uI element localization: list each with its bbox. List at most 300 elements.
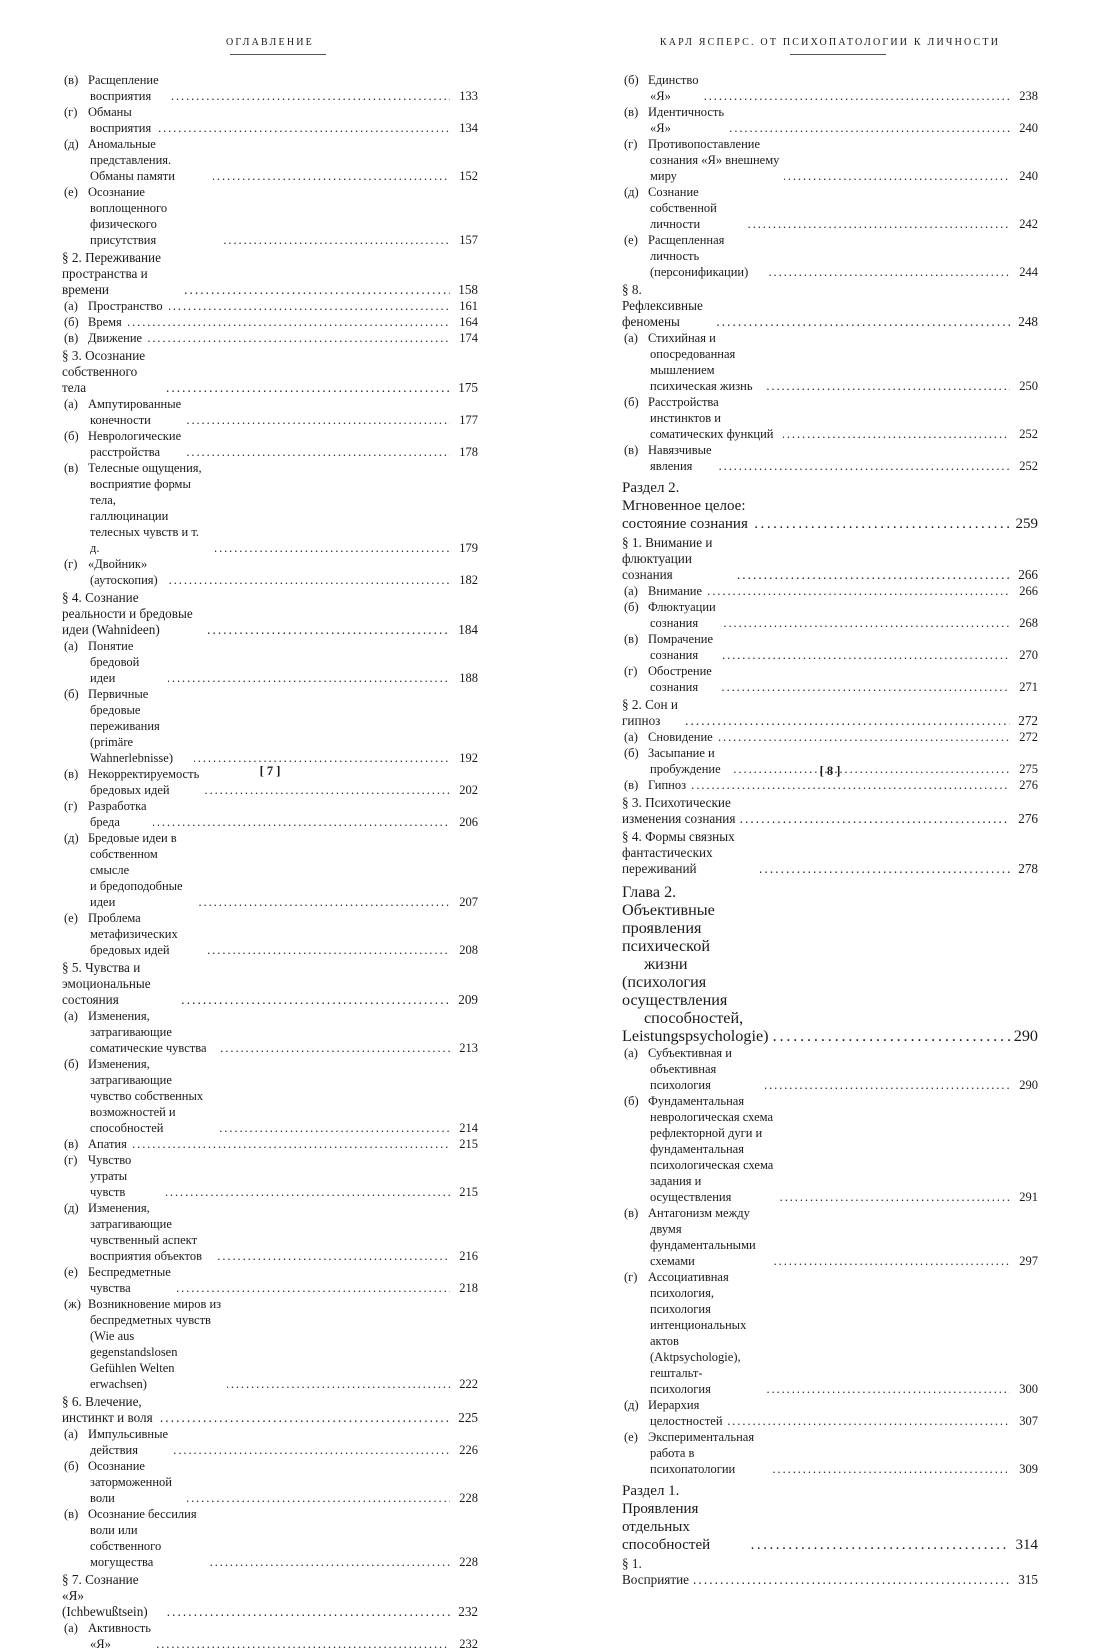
toc-subentry: [62, 136, 478, 184]
toc-subentry: [622, 104, 1038, 136]
toc-section-entry: [622, 282, 1038, 330]
entry-page-number: 164: [459, 315, 478, 329]
entry-title: Изменения, затрагивающие чувственный аспект: [88, 1201, 198, 1247]
entry-title: Бредовые идеи в собственном смысле: [88, 831, 177, 877]
entry-title: § 2. Переживание пространства и времени: [62, 250, 161, 297]
dot-leader: [748, 216, 1010, 232]
entry-text: [64, 1136, 129, 1152]
dot-leader: [751, 1536, 1010, 1554]
entry-page-number: 315: [1018, 1572, 1038, 1587]
entry-title: Гипноз: [648, 778, 687, 792]
toc-section-entry: [62, 1394, 478, 1426]
entry-page-number: 175: [458, 380, 478, 395]
entry-text: [624, 1045, 761, 1093]
dot-leader: [780, 1189, 1010, 1205]
entry-text: [624, 442, 715, 474]
entry-page-number: 244: [1019, 265, 1038, 279]
entry-title: Внимание: [648, 584, 703, 598]
entry-label: (б): [64, 687, 79, 701]
entry-title: Неврологические расстройства: [88, 429, 182, 459]
entry-label: (в): [64, 331, 79, 345]
entry-page-number: 272: [1019, 730, 1038, 744]
entry-title: § 5. Чувства и эмоциональные состояния: [62, 960, 151, 1007]
toc-subentry: [62, 298, 478, 314]
dot-leader: [774, 1253, 1010, 1269]
entry-title: Апатия: [88, 1137, 127, 1151]
toc-subentry: [622, 232, 1038, 280]
entry-title: Антагонизм между двумя фундаментальными: [648, 1206, 756, 1252]
toc-chapter-entry: [622, 883, 1038, 1045]
dot-leader: [716, 314, 1010, 330]
entry-page-number: 240: [1019, 169, 1038, 183]
entry-text: [624, 1269, 763, 1397]
entry-title-continued: восприятия объектов: [90, 1249, 202, 1263]
entry-page-number: 297: [1019, 1254, 1038, 1268]
entry-text: [624, 729, 715, 745]
entry-label: (е): [624, 1430, 638, 1444]
entry-label: (д): [64, 137, 79, 151]
entry-title: Глава 2. Объективные проявления психической: [622, 883, 715, 955]
entry-text: [64, 184, 220, 248]
entry-text: [64, 556, 165, 588]
toc-subentry: [62, 798, 478, 830]
entry-label: (в): [624, 778, 639, 792]
entry-page-number: 291: [1019, 1190, 1038, 1204]
entry-page-number: 266: [1019, 584, 1038, 598]
entry-text: [622, 1482, 747, 1554]
entry-label: (г): [624, 664, 638, 678]
dot-leader: [207, 622, 450, 638]
toc-section-entry: [622, 697, 1038, 729]
entry-page-number: 290: [1019, 1078, 1038, 1092]
entry-title: § 1. Восприятие: [622, 1556, 690, 1587]
entry-page-number: 307: [1019, 1414, 1038, 1428]
entry-title: Экспериментальная работа в психопатологии: [648, 1430, 755, 1476]
entry-text: [624, 136, 780, 184]
dot-leader: [160, 1410, 450, 1426]
entry-page-number: 270: [1019, 648, 1038, 662]
entry-title-continued: (Wie aus gegenstandslosen Gefühlen Welten erwachsen): [90, 1329, 178, 1391]
table-of-contents: [62, 72, 478, 1650]
entry-page-number: 215: [459, 1185, 478, 1199]
dot-leader: [769, 264, 1010, 280]
entry-title-continued: психическая жизнь: [650, 379, 753, 393]
dot-leader: [181, 992, 450, 1008]
dot-leader: [187, 1490, 450, 1506]
toc-section-entry: [62, 1572, 478, 1620]
entry-text: [624, 394, 779, 442]
entry-text: [64, 1506, 206, 1570]
entry-title: Расщепленная личность (персонификации): [648, 233, 749, 279]
entry-title-continued: интенциональных актов (Aktpsychologie),: [650, 1318, 747, 1364]
entry-title: Некорректируемость бредовых идей: [88, 767, 200, 797]
toc-subentry: [62, 1458, 478, 1506]
entry-title: Осознание бессилия воли или собственного: [88, 1507, 197, 1553]
dot-leader: [208, 942, 450, 958]
entry-page-number: 268: [1019, 616, 1038, 630]
entry-text: [624, 72, 700, 104]
entry-label: (в): [624, 632, 639, 646]
entry-label: (в): [64, 1507, 79, 1521]
entry-label: (в): [64, 1137, 79, 1151]
entry-title: Помрачение сознания: [648, 632, 714, 662]
entry-page-number: 259: [1015, 516, 1038, 532]
entry-page-number: 300: [1019, 1382, 1038, 1396]
entry-text: [64, 910, 204, 958]
dot-leader: [169, 298, 450, 314]
entry-label: (б): [64, 315, 79, 329]
dot-leader: [708, 583, 1010, 599]
toc-subentry: [62, 1296, 478, 1392]
entry-title: § 7. Сознание «Я» (Ichbewußtsein): [62, 1572, 148, 1619]
entry-page-number: 152: [459, 169, 478, 183]
toc-subentry: [62, 1152, 478, 1200]
entry-label: (ж): [64, 1297, 81, 1311]
dot-leader: [221, 1040, 450, 1056]
toc-subentry: [62, 1008, 478, 1056]
entry-text: [64, 1264, 173, 1296]
entry-title: Беспредметные чувства: [88, 1265, 171, 1295]
entry-title: Движение: [88, 331, 143, 345]
toc-section-entry: [62, 960, 478, 1008]
entry-text: [624, 631, 719, 663]
entry-page-number: 278: [1018, 861, 1038, 876]
entry-page-number: 174: [459, 331, 478, 345]
entry-text: [624, 1397, 724, 1429]
toc-subentry: [62, 1426, 478, 1458]
entry-title-continued: рефлекторной дуги и фундаментальная: [650, 1126, 763, 1156]
entry-title: Осознание заторможенной воли: [88, 1459, 172, 1505]
toc-chapter-entry: [622, 1482, 1038, 1554]
entry-page-number: 225: [458, 1410, 478, 1425]
entry-title: Аномальные представления. Обманы памяти: [88, 137, 175, 183]
dot-leader: [722, 679, 1010, 695]
entry-text: [624, 330, 763, 394]
entry-page-number: 209: [458, 992, 478, 1007]
entry-text: [64, 428, 183, 460]
entry-page-number: 192: [459, 751, 478, 765]
entry-label: (д): [624, 185, 639, 199]
running-head: ОГЛАВЛЕНИЕ: [226, 37, 314, 48]
entry-text: [64, 1200, 214, 1264]
entry-title: Навязчивые явления: [648, 443, 712, 473]
dot-leader: [724, 615, 1010, 631]
entry-label: (б): [624, 600, 639, 614]
entry-title-continued: жизни (психология осуществления: [622, 955, 728, 1009]
entry-label: (в): [624, 105, 639, 119]
entry-label: (е): [624, 233, 638, 247]
entry-text: [624, 1093, 776, 1205]
entry-page-number: 133: [459, 89, 478, 103]
entry-text: [64, 330, 144, 346]
entry-page-number: 252: [1019, 427, 1038, 441]
dot-leader: [215, 540, 450, 556]
toc-subentry: [62, 72, 478, 104]
toc-subentry: [622, 1045, 1038, 1093]
entry-label: (б): [624, 1094, 639, 1108]
entry-label: (в): [64, 767, 79, 781]
dot-leader: [169, 572, 450, 588]
entry-text: [622, 282, 712, 330]
entry-title: Иерархия целостностей: [648, 1398, 723, 1428]
entry-title: Флюктуации сознания: [648, 600, 716, 630]
dot-leader: [719, 729, 1010, 745]
entry-title: § 2. Сон и гипноз: [622, 697, 678, 728]
entry-title: § 3. Психотические изменения сознания: [622, 795, 736, 826]
entry-page-number: 250: [1019, 379, 1038, 393]
dot-leader: [773, 1461, 1010, 1477]
toc-subentry: [62, 830, 478, 910]
entry-page-number: 134: [459, 121, 478, 135]
entry-text: [64, 298, 165, 314]
entry-text: [624, 777, 688, 793]
toc-section-entry: [622, 829, 1038, 877]
entry-text: [64, 1008, 217, 1056]
entry-label: (д): [64, 1201, 79, 1215]
dot-leader: [210, 1554, 450, 1570]
toc-subentry: [62, 428, 478, 460]
entry-page-number: 208: [459, 943, 478, 957]
entry-title: Противопоставление сознания «Я» внешнему миру: [648, 137, 780, 183]
toc-section-entry: [62, 590, 478, 638]
entry-page-number: 276: [1018, 811, 1038, 826]
toc-subentry: [62, 910, 478, 958]
entry-page-number: 228: [459, 1491, 478, 1505]
dot-leader: [767, 1381, 1010, 1397]
entry-text: [62, 250, 180, 298]
toc-subentry: [622, 777, 1038, 793]
entry-label: (в): [64, 73, 79, 87]
entry-title: Сознание собственной личности: [648, 185, 717, 231]
toc-subentry: [622, 1397, 1038, 1429]
entry-label: (г): [64, 799, 78, 813]
entry-page-number: 309: [1019, 1462, 1038, 1476]
toc-subentry: [62, 1506, 478, 1570]
dot-leader: [754, 515, 1010, 533]
entry-page-number: 226: [459, 1443, 478, 1457]
entry-text: [64, 396, 183, 428]
toc-subentry: [622, 729, 1038, 745]
entry-page-number: 240: [1019, 121, 1038, 135]
entry-title: Засыпание и пробуждение: [648, 746, 721, 776]
entry-text: [622, 535, 733, 583]
entry-label: (д): [624, 1398, 639, 1412]
entry-text: [64, 1620, 153, 1650]
page-number: [ 7 ]: [259, 764, 281, 778]
entry-title-continued: галлюцинации телесных чувств и т. д.: [90, 509, 199, 555]
dot-leader: [187, 412, 450, 428]
dot-leader: [693, 1572, 1010, 1588]
entry-title: Возникновение миров из беспредметных чувств: [88, 1297, 222, 1327]
header-rule: [790, 54, 886, 55]
entry-page-number: 178: [459, 445, 478, 459]
dot-leader: [148, 330, 450, 346]
entry-title-continued: психологическая схема задания и осуществления: [650, 1158, 774, 1204]
toc-subentry: [62, 1264, 478, 1296]
toc-subentry: [622, 1093, 1038, 1205]
dot-leader: [133, 1136, 450, 1152]
entry-title: Сновидение: [648, 730, 713, 744]
entry-text: [624, 184, 744, 232]
entry-text: [64, 798, 149, 830]
entry-label: (б): [64, 1459, 79, 1473]
entry-title: § 3. Осознание собственного тела: [62, 348, 146, 395]
entry-title: Активность «Я»: [88, 1621, 151, 1650]
entry-title: Понятие бредовой идеи: [88, 639, 140, 685]
entry-text: [64, 1426, 170, 1458]
entry-title-continued: и бредоподобные идеи: [90, 879, 183, 909]
entry-page-number: 232: [458, 1604, 478, 1619]
entry-page-number: 184: [458, 622, 478, 637]
entry-label: (г): [64, 1153, 78, 1167]
toc-subentry: [62, 1056, 478, 1136]
entry-title: Фундаментальная неврологическая схема: [648, 1094, 774, 1124]
entry-text: [62, 960, 177, 1008]
entry-label: (е): [64, 1265, 78, 1279]
toc-subentry: [622, 663, 1038, 695]
entry-label: (б): [64, 429, 79, 443]
toc-section-entry: [62, 348, 478, 396]
entry-label: (в): [624, 1206, 639, 1220]
dot-leader: [184, 282, 450, 298]
entry-title: «Двойник» (аутоскопия): [88, 557, 158, 587]
entry-label: (г): [624, 137, 638, 151]
entry-label: (б): [624, 73, 639, 87]
entry-text: [624, 1205, 770, 1269]
toc-subentry: [622, 1429, 1038, 1477]
entry-text: [64, 686, 190, 766]
toc-subentry: [62, 638, 478, 686]
toc-subentry: [62, 460, 478, 556]
entry-text: [64, 638, 164, 686]
entry-label: (г): [624, 1270, 638, 1284]
entry-text: [64, 460, 211, 556]
entry-page-number: 216: [459, 1249, 478, 1263]
dot-leader: [153, 814, 450, 830]
entry-page-number: 242: [1019, 217, 1038, 231]
dot-leader: [199, 894, 450, 910]
entry-page-number: 252: [1019, 459, 1038, 473]
entry-title: § 1. Внимание и флюктуации сознания: [622, 535, 713, 582]
entry-page-number: 161: [459, 299, 478, 313]
entry-label: (а): [64, 1621, 78, 1635]
entry-label: (е): [64, 185, 78, 199]
dot-leader: [784, 168, 1010, 184]
toc-subentry: [62, 396, 478, 428]
entry-label: (б): [64, 1057, 79, 1071]
entry-page-number: 248: [1018, 314, 1038, 329]
entry-label: (а): [624, 1046, 638, 1060]
entry-title-continued: возможностей и способностей: [90, 1105, 176, 1135]
dot-leader: [692, 777, 1010, 793]
entry-text: [64, 104, 155, 136]
entry-page-number: 182: [459, 573, 478, 587]
entry-text: [62, 348, 162, 396]
entry-text: [62, 1572, 163, 1620]
dot-leader: [213, 168, 450, 184]
entry-page-number: 228: [459, 1555, 478, 1569]
dot-leader: [759, 861, 1010, 877]
entry-title: Изменения, затрагивающие соматические чувства: [88, 1009, 207, 1055]
entry-page-number: 222: [459, 1377, 478, 1391]
dot-leader: [172, 88, 450, 104]
entry-label: (б): [624, 746, 639, 760]
dot-leader: [704, 88, 1010, 104]
entry-label: (г): [64, 557, 78, 571]
entry-text: [624, 599, 720, 631]
entry-text: [64, 1152, 162, 1200]
dot-leader: [166, 380, 450, 396]
entry-text: [622, 829, 755, 877]
entry-page-number: 232: [459, 1637, 478, 1650]
dot-leader: [765, 1077, 1010, 1093]
toc-chapter-entry: [622, 479, 1038, 533]
entry-title: Телесные ощущения, восприятие формы тела,: [88, 461, 202, 507]
entry-title: Проблема метафизических бредовых идей: [88, 911, 178, 957]
toc-subentry: [622, 330, 1038, 394]
dot-leader: [737, 567, 1010, 583]
dot-leader: [767, 378, 1010, 394]
entry-page-number: 207: [459, 895, 478, 909]
toc-subentry: [622, 136, 1038, 184]
entry-title: Стихийная и опосредованная мышлением: [648, 331, 736, 377]
entry-page-number: 177: [459, 413, 478, 427]
dot-leader: [227, 1376, 450, 1392]
entry-title: Раздел 2. Мгновенное целое: состояние сознания: [622, 480, 748, 532]
entry-title: § 8. Рефлексивные феномены: [622, 282, 703, 329]
right-page: [622, 0, 1038, 1587]
dot-leader: [783, 426, 1010, 442]
entry-page-number: 290: [1013, 1027, 1038, 1045]
entry-label: (е): [64, 911, 78, 925]
entry-text: [624, 1429, 769, 1477]
toc-subentry: [62, 686, 478, 766]
toc-subentry: [62, 314, 478, 330]
entry-text: [64, 136, 209, 184]
entry-text: [622, 795, 736, 827]
entry-text: [624, 232, 765, 280]
entry-text: [624, 663, 718, 695]
entry-title: Время: [88, 315, 122, 329]
toc-subentry: [62, 184, 478, 248]
dot-leader: [128, 314, 450, 330]
entry-label: (а): [64, 397, 78, 411]
page-number: [ 8 ]: [819, 764, 841, 778]
entry-label: (а): [624, 730, 638, 744]
dot-leader: [224, 232, 450, 248]
dot-leader: [187, 444, 450, 460]
entry-label: (б): [624, 395, 639, 409]
entry-page-number: 157: [459, 233, 478, 247]
toc-subentry: [62, 1200, 478, 1264]
entry-title: Пространство: [88, 299, 163, 313]
entry-page-number: 271: [1019, 680, 1038, 694]
entry-title: Чувство утраты чувств: [88, 1153, 132, 1199]
entry-page-number: 276: [1019, 778, 1038, 792]
toc-subentry: [622, 599, 1038, 631]
entry-title: Расстройства инстинктов и соматических функций: [648, 395, 774, 441]
entry-label: (а): [624, 331, 638, 345]
dot-leader: [159, 120, 450, 136]
entry-title-continued: (primäre Wahnerlebnisse): [90, 735, 173, 765]
entry-text: [622, 1556, 689, 1588]
entry-label: (а): [64, 1427, 78, 1441]
entry-text: [64, 314, 124, 330]
toc-subentry: [622, 184, 1038, 232]
entry-page-number: 218: [459, 1281, 478, 1295]
running-head: КАРЛ ЯСПЕРС. ОТ ПСИХОПАТОЛОГИИ К ЛИЧНОСТИ: [659, 37, 1001, 48]
header-rule: [230, 54, 326, 55]
